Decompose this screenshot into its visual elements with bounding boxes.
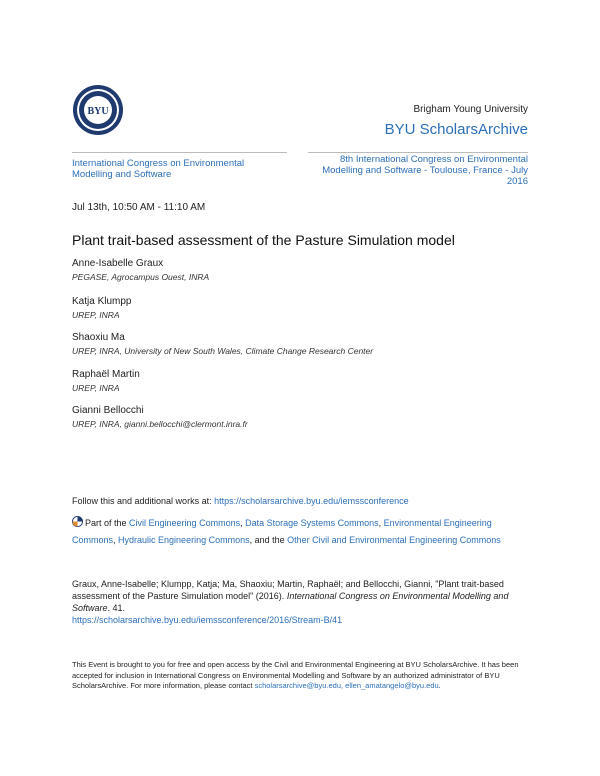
author-name: Anne-Isabelle Graux	[72, 258, 164, 269]
author-affiliation: PEGASE, Agrocampus Ouest, INRA	[72, 272, 210, 282]
network-commons-icon	[72, 516, 83, 527]
divider-right	[308, 152, 528, 153]
follow-line	[72, 496, 409, 506]
separator: ,	[113, 535, 119, 545]
divider-left	[72, 152, 287, 153]
author-entry	[72, 405, 248, 429]
author-affiliation: UREP, INRA, gianni.bellocchi@clermont.inra.fr	[72, 419, 248, 429]
author-name: Gianni Bellocchi	[72, 405, 144, 416]
author-entry	[72, 369, 140, 393]
citation-text: Graux, Anne-Isabelle; Klumpp, Katja; Ma, Shaoxiu; Martin, Raphaël; and Bellocchi, Gianni, "Plant trait-based assessment of the Pasture Simulation model" (2016).	[72, 579, 504, 601]
notice-text: This Event is brought to you for free and open access by the Civil and Environmental Engineering at BYU ScholarsArchive. It has been accepted for inclusion in International Congress on Environmental Modelling and Software by an authorized administrator of BYU ScholarsArchive. For more information, please contact	[72, 660, 519, 690]
citation-journal: International Congress on Environmental Modelling and Software	[72, 591, 509, 613]
commons-link-civil[interactable]: Civil Engineering Commons	[129, 518, 241, 528]
author-affiliation: UREP, INRA, University of New South Wales, Climate Change Research Center	[72, 346, 374, 356]
author-entry	[72, 296, 131, 320]
byu-seal-logo	[72, 84, 124, 136]
session-time: Jul 13th, 10:50 AM - 11:10 AM	[72, 202, 206, 213]
author-name: Shaoxiu Ma	[72, 332, 125, 343]
separator: ,	[378, 518, 384, 528]
author-name: Raphaël Martin	[72, 369, 140, 380]
author-entry	[72, 332, 373, 356]
citation-url-link[interactable]: https://scholarsarchive.byu.edu/iemssconference/2016/Stream-B/41	[72, 615, 343, 625]
commons-link-data-storage[interactable]: Data Storage Systems Commons	[245, 518, 379, 528]
conference-series-link[interactable]: International Congress on Environmental Modelling and Software	[72, 158, 245, 180]
author-entry	[72, 258, 209, 282]
paper-title: Plant trait-based assessment of the Pasture Simulation model	[72, 232, 455, 248]
university-name: Brigham Young University	[413, 104, 528, 115]
follow-prefix: Follow this and additional works at:	[72, 496, 215, 506]
author-affiliation: UREP, INRA	[72, 310, 120, 320]
commons-link-hydraulic[interactable]: Hydraulic Engineering Commons	[118, 535, 250, 545]
commons-link-other-civil[interactable]: Other Civil and Environmental Engineering Commons	[287, 535, 501, 545]
citation-tail: . 41.	[107, 603, 126, 613]
conference-event-link[interactable]: 8th International Congress on Environmental Modelling and Software - Toulouse, France - July 2016	[322, 154, 528, 187]
separator: , and the	[249, 535, 288, 545]
logo-text: BYU	[87, 106, 109, 117]
part-of-commons	[72, 515, 532, 549]
separator: ,	[240, 518, 246, 528]
part-of-prefix: Part of the	[85, 518, 130, 528]
author-affiliation: UREP, INRA	[72, 383, 120, 393]
recommended-citation	[72, 578, 532, 626]
author-name: Katja Klumpp	[72, 296, 132, 307]
commons-link-environmental[interactable]: Environmental Engineering Commons	[72, 518, 492, 545]
follow-url-link[interactable]: https://scholarsarchive.byu.edu/iemssconference	[214, 496, 409, 506]
open-access-notice	[72, 660, 532, 692]
contact-email-link[interactable]: scholarsarchive@byu.edu, ellen_amatangelo@byu.edu	[254, 681, 439, 690]
archive-name[interactable]: BYU ScholarsArchive	[384, 121, 528, 138]
notice-end: .	[438, 681, 441, 690]
